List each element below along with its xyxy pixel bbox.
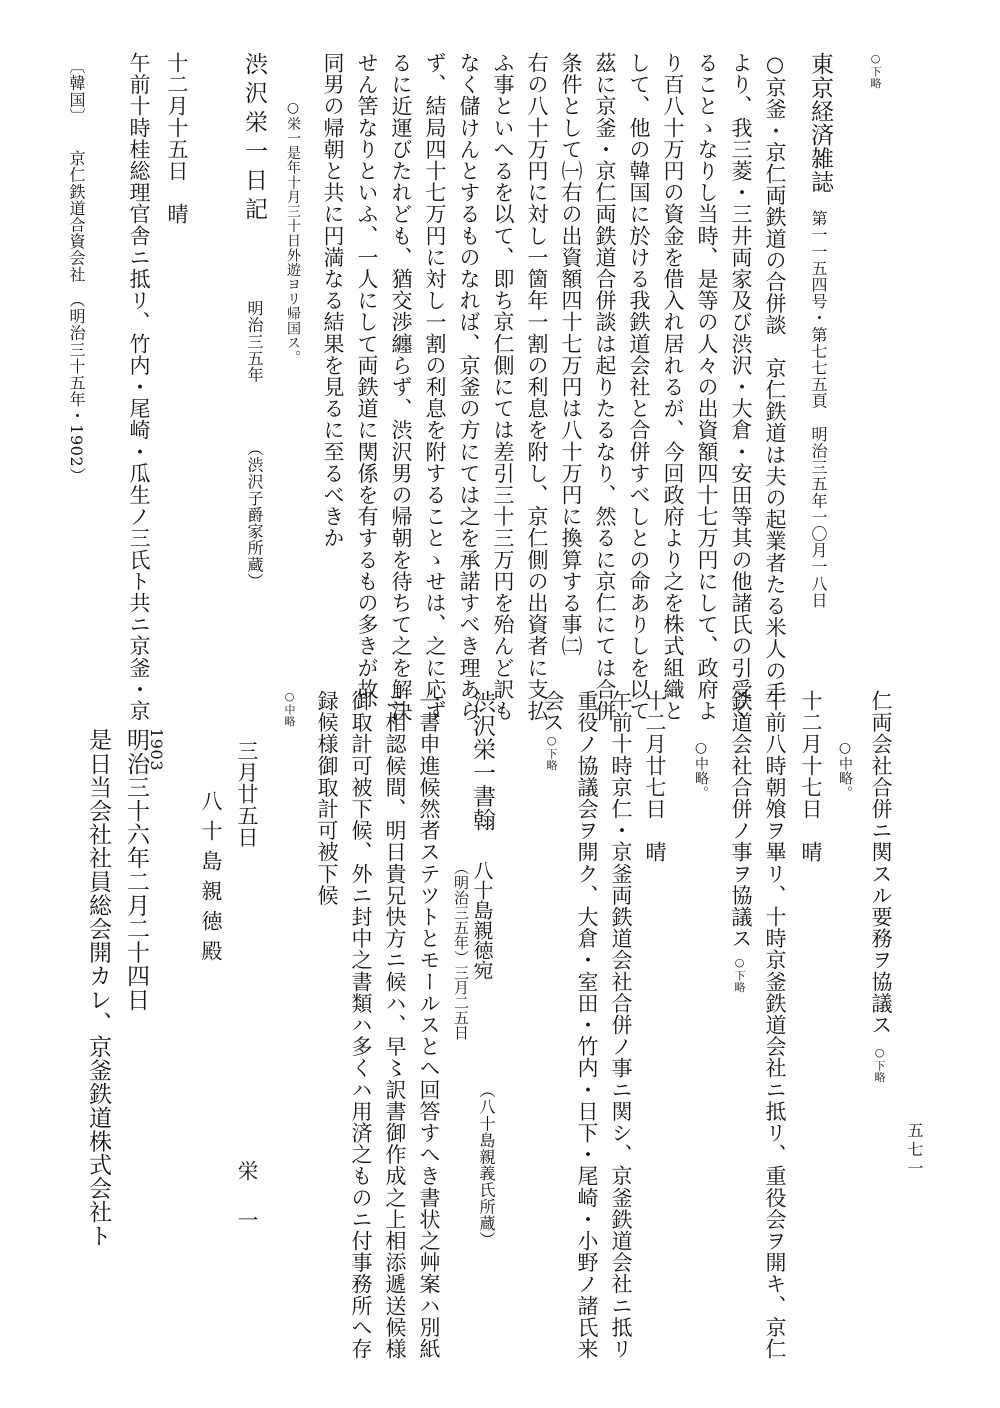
running-header-left: 〔韓国〕 xyxy=(67,58,86,125)
page-number: 五七一 xyxy=(905,1122,924,1179)
omit-mid-2: ○中略。 xyxy=(693,740,709,801)
source-reference: 第一一五四号・第七七五頁 明治三五年一〇月一八日 xyxy=(809,210,828,609)
article-line-3: ることゝなりし当時、是等の人々の出資額四十七万円にして、政府よ xyxy=(695,52,719,722)
article-line-13: せん筈なりといふ、一人にして両鉄道に関係を有するもの多きが故、 xyxy=(355,52,379,722)
diary-line-27c: 会ス xyxy=(541,690,565,734)
omit-mid-1: ○中略。 xyxy=(837,740,853,801)
article-line-12: るに近運びたれども、猶交渉纏らず、渋沢男の帰朝を待ちて之を解決 xyxy=(389,52,413,722)
diary-line-17a: 午前八時朝飧ヲ畢リ、十時京釜鉄道会社ニ抵リ、重役会ヲ開キ、京仁 xyxy=(763,690,787,1360)
article-line-6: 茲に京釜・京仁両鉄道合併談は起りたるなり、然るに京仁にては合併 xyxy=(593,52,617,722)
omit-marker-27c: ○下略 xyxy=(545,734,558,771)
article-line-4: り百八十万円の資金を借入れ居れるが、今回政府より之を株式組織と xyxy=(661,52,685,722)
letter-source: （八十島親義氏所蔵） xyxy=(477,1082,496,1248)
diary-source: （渋沢子爵家所蔵） xyxy=(245,440,264,590)
return-note: ○栄一是年十月三十日外遊ヨリ帰国ス。 xyxy=(285,100,301,365)
diary-year: 明治三五年 xyxy=(245,300,264,383)
diary-line-17b: 鉄道会社合併ノ事ヲ協議ス xyxy=(729,690,753,950)
omit-marker-continue: ○下略 xyxy=(873,1046,886,1083)
diary-line-27b: 重役ノ協議会ヲ開ク、大倉・室田・竹内・日下・尾崎・小野ノ諸氏来 xyxy=(575,690,599,1360)
letter-addressee: 八十島親徳殿 xyxy=(199,790,223,970)
diary-line-15: 午前十時桂総理官舎ニ抵リ、竹内・尾崎・瓜生ノ三氏ト共ニ京釜・京 xyxy=(127,52,151,722)
letter-addressee-meta: 八十島親徳宛 xyxy=(470,860,494,980)
diary-date-17: 十二月十七日 晴 xyxy=(799,690,823,863)
article-line-8: 右の八十万円に対し一箇年一割の利息を附し、京仁側の出資者に支払 xyxy=(525,52,549,722)
letter-line-4: 録候様御取計可被下候 xyxy=(315,690,339,906)
letter-sign-date: 三月廿五日 xyxy=(235,740,259,848)
article-line-2: より、我三菱・三井両家及び渋沢・大倉・安田等其の他諸氏の引受く xyxy=(729,52,753,722)
article-line-1: ○京釜・京仁両鉄道の合併談 京仁鉄道は夫の起業者たる米人の手 xyxy=(763,52,787,703)
source-title: 東京経済雑誌 xyxy=(807,52,833,194)
letter-date-meta: （明治三五年）三月二五日 xyxy=(452,860,470,1040)
date-1903: 明治三十六年二月二十四日 xyxy=(123,728,149,1012)
letter-line-1: 一書申進候然者ステツトとモールスとへ回答すへき書状之艸案ハ別紙 xyxy=(417,690,441,1360)
diary-title: 渋沢栄一日記 xyxy=(241,52,267,226)
article-line-14: 同男の帰朝と共に円満なる結果を見るに至るべきか xyxy=(321,52,345,549)
article-line-7: 条件として㈠右の出資額四十七万円は八十万円に換算する事㈡ xyxy=(559,52,583,657)
diary-date-27: 十二月廿七日 晴 xyxy=(643,690,667,863)
line-1903: 是日当会社社員総会開カレ、京釜鉄道株式会社ト xyxy=(85,728,111,1248)
article-line-9: ふ事といへるを以て、即ち京仁側にては差引三十三万円を殆んど訳も xyxy=(491,52,515,722)
diary-line-continue: 仁両会社合併ニ関スル要務ヲ協議ス xyxy=(869,690,893,1036)
letter-sign-name: 栄一 xyxy=(235,1160,259,1258)
omit-marker-letter: ○中略 xyxy=(283,690,296,727)
diary-date-15: 十二月十五日 晴 xyxy=(165,52,189,225)
diary-line-27a: 午前十時京仁・京釜両鉄道会社合併ノ事ニ関シ、京釜鉄道会社ニ抵リ xyxy=(609,690,633,1360)
article-line-11: ず、結局四十七万円に対し一割の利息を附することゝせは、之に応ず xyxy=(423,52,447,722)
letter-line-3: 御取計可被下候、外ニ封中之書類ハ多くハ用済之ものニ付事務所へ存 xyxy=(349,690,373,1360)
omit-marker-17b: ○下略 xyxy=(733,956,746,993)
running-header-right: 京仁鉄道合資会社 （明治三十五年・1902） xyxy=(67,150,86,484)
year-1903: 1903 xyxy=(147,728,166,772)
letter-line-2: ニ相認候間、明日貴兄快方ニ候ハ、早〻訳書御作成之上相添遞送候様 xyxy=(383,690,407,1360)
letter-meta xyxy=(452,860,494,1040)
article-line-5: して、他の韓国に於ける我鉄道会社と合併すべしとの命ありしを以て xyxy=(627,52,651,722)
omit-marker-top: ○下略 xyxy=(869,52,882,89)
letter-title: 渋沢栄一書翰 xyxy=(469,690,495,832)
article-line-10: なく儲けんとするものなれば、京釜の方にては之を承諾すべき理あら xyxy=(457,52,481,722)
